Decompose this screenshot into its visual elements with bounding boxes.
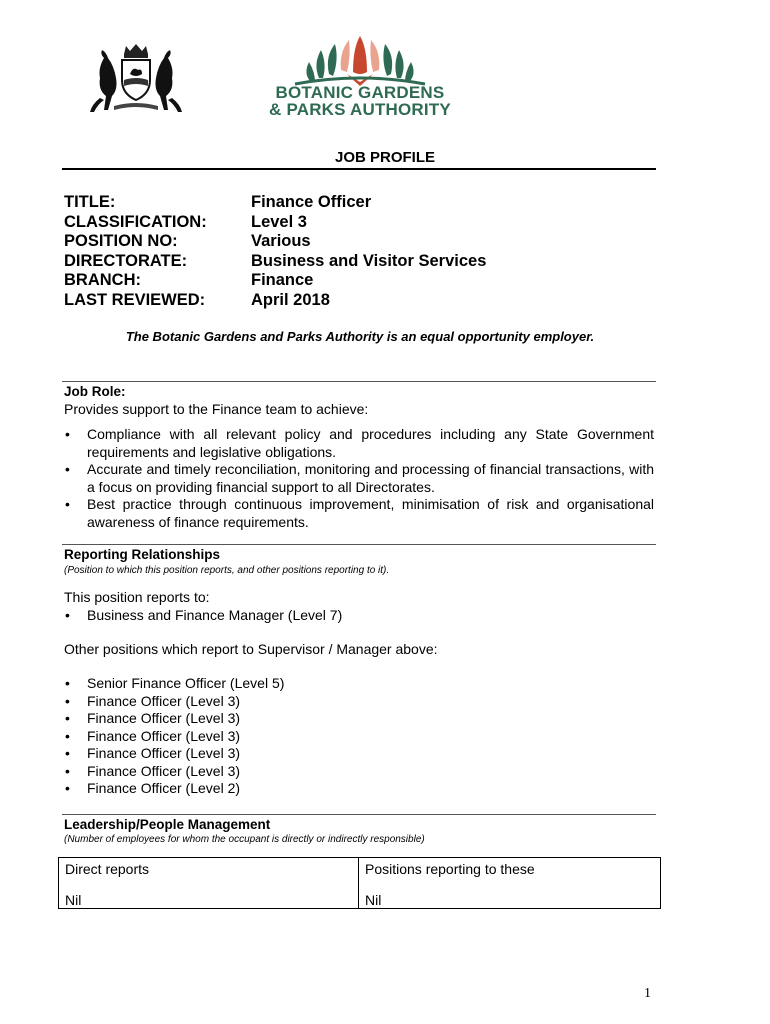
page-title: JOB PROFILE (334, 149, 435, 166)
list-item: • Business and Finance Manager (Level 7) (64, 607, 654, 625)
list-item: • Finance Officer (Level 3) (64, 763, 654, 781)
table-header: Direct reports (65, 861, 150, 877)
meta-label-branch: BRANCH: (64, 271, 141, 290)
wa-coat-of-arms-logo (86, 40, 186, 116)
reports-to-label: This position reports to: (64, 589, 210, 605)
list-item: • Compliance with all relevant policy and procedures including any State Government requirements and legislative obligations. (64, 426, 654, 461)
list-item: • Finance Officer (Level 3) (64, 728, 654, 746)
logo-text-line2: & PARKS AUTHORITY (269, 100, 451, 119)
list-item: • Accurate and timely reconciliation, monitoring and processing of financial transactions, with a focus on providing financial support to all Directorates. (64, 461, 654, 496)
bgpa-logo (255, 34, 465, 120)
leadership-note: (Number of employees for whom the occupant is directly or indirectly responsible) (64, 834, 425, 845)
table-cell: Nil (365, 892, 382, 908)
other-positions-list (64, 675, 654, 798)
meta-label-classification: CLASSIFICATION: (64, 212, 207, 231)
meta-value-directorate: Business and Visitor Services (251, 251, 487, 270)
table-header: Positions reporting to these (365, 861, 535, 877)
meta-label-directorate: DIRECTORATE: (64, 251, 188, 270)
meta-value-branch: Finance (251, 271, 314, 290)
meta-value-position-no: Various (251, 232, 311, 251)
logo-text-line1: BOTANIC GARDENS (275, 83, 445, 102)
table-column-positions-reporting (359, 858, 660, 908)
list-item: • Senior Finance Officer (Level 5) (64, 675, 654, 693)
section-divider (62, 544, 656, 545)
list-item: • Finance Officer (Level 3) (64, 745, 654, 763)
title-divider (62, 168, 656, 170)
meta-value-classification: Level 3 (251, 212, 307, 231)
meta-label-last-reviewed: LAST REVIEWED: (64, 291, 206, 309)
reports-to-list (64, 607, 654, 625)
equal-opportunity-statement: The Botanic Gardens and Parks Authority is an equal opportunity employer. (125, 329, 595, 344)
leadership-heading: Leadership/People Management (64, 817, 271, 832)
table-cell: Nil (65, 892, 82, 908)
meta-label-position-no: POSITION NO: (64, 232, 178, 251)
list-item: • Best practice through continuous improvement, minimisation of risk and organisational awareness of finance requirements. (64, 496, 654, 531)
reporting-note: (Position to which this position reports, and other positions reporting to it). (64, 565, 390, 576)
page-number: 1 (644, 986, 651, 1001)
meta-value-title: Finance Officer (251, 193, 372, 211)
job-role-heading: Job Role: (64, 384, 126, 399)
reporting-heading: Reporting Relationships (64, 547, 221, 562)
list-item: • Finance Officer (Level 3) (64, 710, 654, 728)
job-role-list (64, 426, 654, 531)
section-divider (62, 814, 656, 815)
list-item: • Finance Officer (Level 3) (64, 693, 654, 711)
job-role-intro: Provides support to the Finance team to achieve: (64, 401, 369, 417)
other-positions-label: Other positions which report to Supervisor / Manager above: (64, 641, 438, 657)
meta-label-title: TITLE: (64, 193, 116, 211)
list-item: • Finance Officer (Level 2) (64, 780, 654, 798)
kings-park-flower-icon (255, 34, 465, 86)
section-divider (62, 381, 656, 382)
table-column-direct-reports (59, 858, 359, 908)
meta-value-last-reviewed: April 2018 (251, 291, 330, 309)
direct-reports-table (58, 857, 661, 909)
